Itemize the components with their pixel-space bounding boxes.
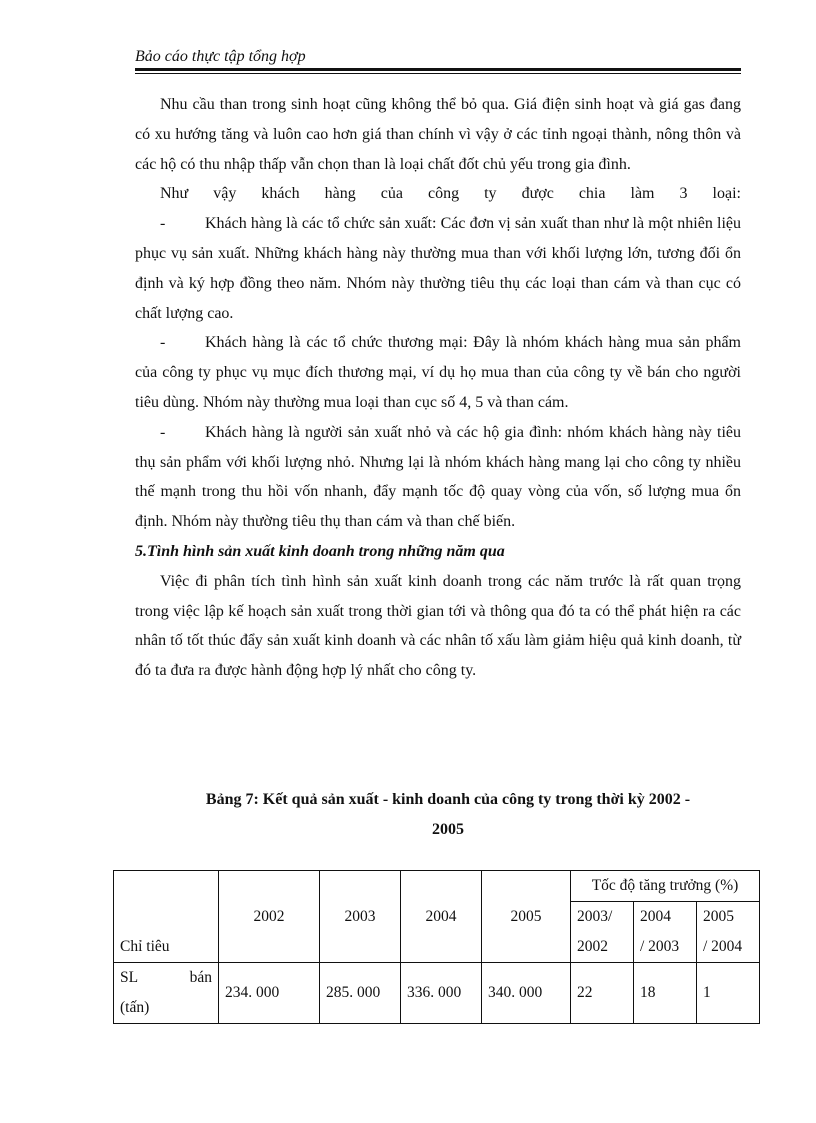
value-cell: 234. 000 <box>219 963 320 1024</box>
bullet-item <box>135 328 741 417</box>
section-title: 5.Tình hình sản xuất kinh doanh trong những năm qua <box>135 542 505 560</box>
table-caption <box>135 785 761 845</box>
bullet-marker: - <box>160 334 166 352</box>
header-rule-thin <box>135 73 741 74</box>
header-rule-thick <box>135 68 741 71</box>
document-body <box>135 90 741 686</box>
header-cell-growth-col: 2003/ 2002 <box>571 902 634 963</box>
header-cell-indicator: Chỉ tiêu <box>114 871 219 963</box>
paragraph: Như vậy khách hàng của công ty được chia làm 3 loại: <box>160 185 741 203</box>
header-cell-year: 2002 <box>219 871 320 963</box>
table-header-row <box>114 871 760 902</box>
bullet-item <box>135 209 741 328</box>
bullet-text: Khách hàng là người sản xuất nhỏ và các hộ gia đình: nhóm khách hàng này tiêu thụ sản phẩm với khối lượng nhỏ. Nhưng lại là nhóm khách hàng mang lại cho công ty nhiều thế mạnh trong thu hồi vốn nhanh, đẩy mạnh tốc độ quay vòng của vốn, số lượng mua ổn định. Nhóm này thường tiêu thụ than cám và than chế biến. <box>135 423 741 531</box>
growth-value-cell: 22 <box>571 963 634 1024</box>
paragraph: Nhu cầu than trong sinh hoạt cũng không thể bỏ qua. Giá điện sinh hoạt và giá gas đang có xu hướng tăng và luôn cao hơn giá than chính vì vậy ở các tỉnh ngoại thành, nông thôn và các hộ có thu nhập thấp vẫn chọn than là loại chất đốt chủ yếu trong gia đình. <box>135 96 741 173</box>
bullet-marker: - <box>160 423 166 441</box>
page-header: Bảo cáo thực tập tổng hợp <box>135 48 306 65</box>
bullet-marker: - <box>160 215 166 233</box>
header-cell-year: 2004 <box>401 871 482 963</box>
bullet-text: Khách hàng là các tổ chức sản xuất: Các đơn vị sản xuất than như là một nhiên liệu phục vụ sản xuất. Những khách hàng này thường mua than với khối lượng lớn, tương đối ổn định và ký hợp đồng theo năm. Nhóm này thường tiêu thụ các loại than cám và than cục có chất lượng cao. <box>135 215 741 322</box>
header-cell-growth-col: 2004 / 2003 <box>634 902 697 963</box>
paragraph: Việc đi phân tích tình hình sản xuất kinh doanh trong các năm trước là rất quan trọng trong việc lập kế hoạch sản xuất trong thời gian tới và thông qua đó ta có thể phát hiện ra các nhân tố tốt thúc đẩy sản xuất kinh doanh và các nhân tố xấu làm giảm hiệu quả kinh doanh, từ đó ta đưa ra được hành động hợp lý nhất cho công ty. <box>135 572 741 680</box>
bullet-text: Khách hàng là các tổ chức thương mại: Đây là nhóm khách hàng mua sản phẩm của công ty phục vụ mục đích thương mại, ví dụ họ mua than của công ty về bán cho người tiêu dùng. Nhóm này thường mua loại than cục số 4, 5 và than cám. <box>135 334 741 411</box>
row-label-cell: SL bán (tấn) <box>114 963 219 1024</box>
growth-value-cell: 1 <box>697 963 760 1024</box>
results-table <box>113 870 760 1024</box>
caption-line: 2005 <box>432 821 464 838</box>
header-cell-year: 2003 <box>320 871 401 963</box>
table-row <box>114 963 760 1024</box>
header-cell-growth-col: 2005 / 2004 <box>697 902 760 963</box>
bullet-item <box>135 418 741 537</box>
header-cell-year: 2005 <box>482 871 571 963</box>
caption-line: Bảng 7: Kết quả sản xuất - kinh doanh của công ty trong thời kỳ 2002 - <box>205 791 691 808</box>
value-cell: 340. 000 <box>482 963 571 1024</box>
value-cell: 285. 000 <box>320 963 401 1024</box>
value-cell: 336. 000 <box>401 963 482 1024</box>
growth-value-cell: 18 <box>634 963 697 1024</box>
header-cell-growth: Tốc độ tăng trưởng (%) <box>571 871 760 902</box>
